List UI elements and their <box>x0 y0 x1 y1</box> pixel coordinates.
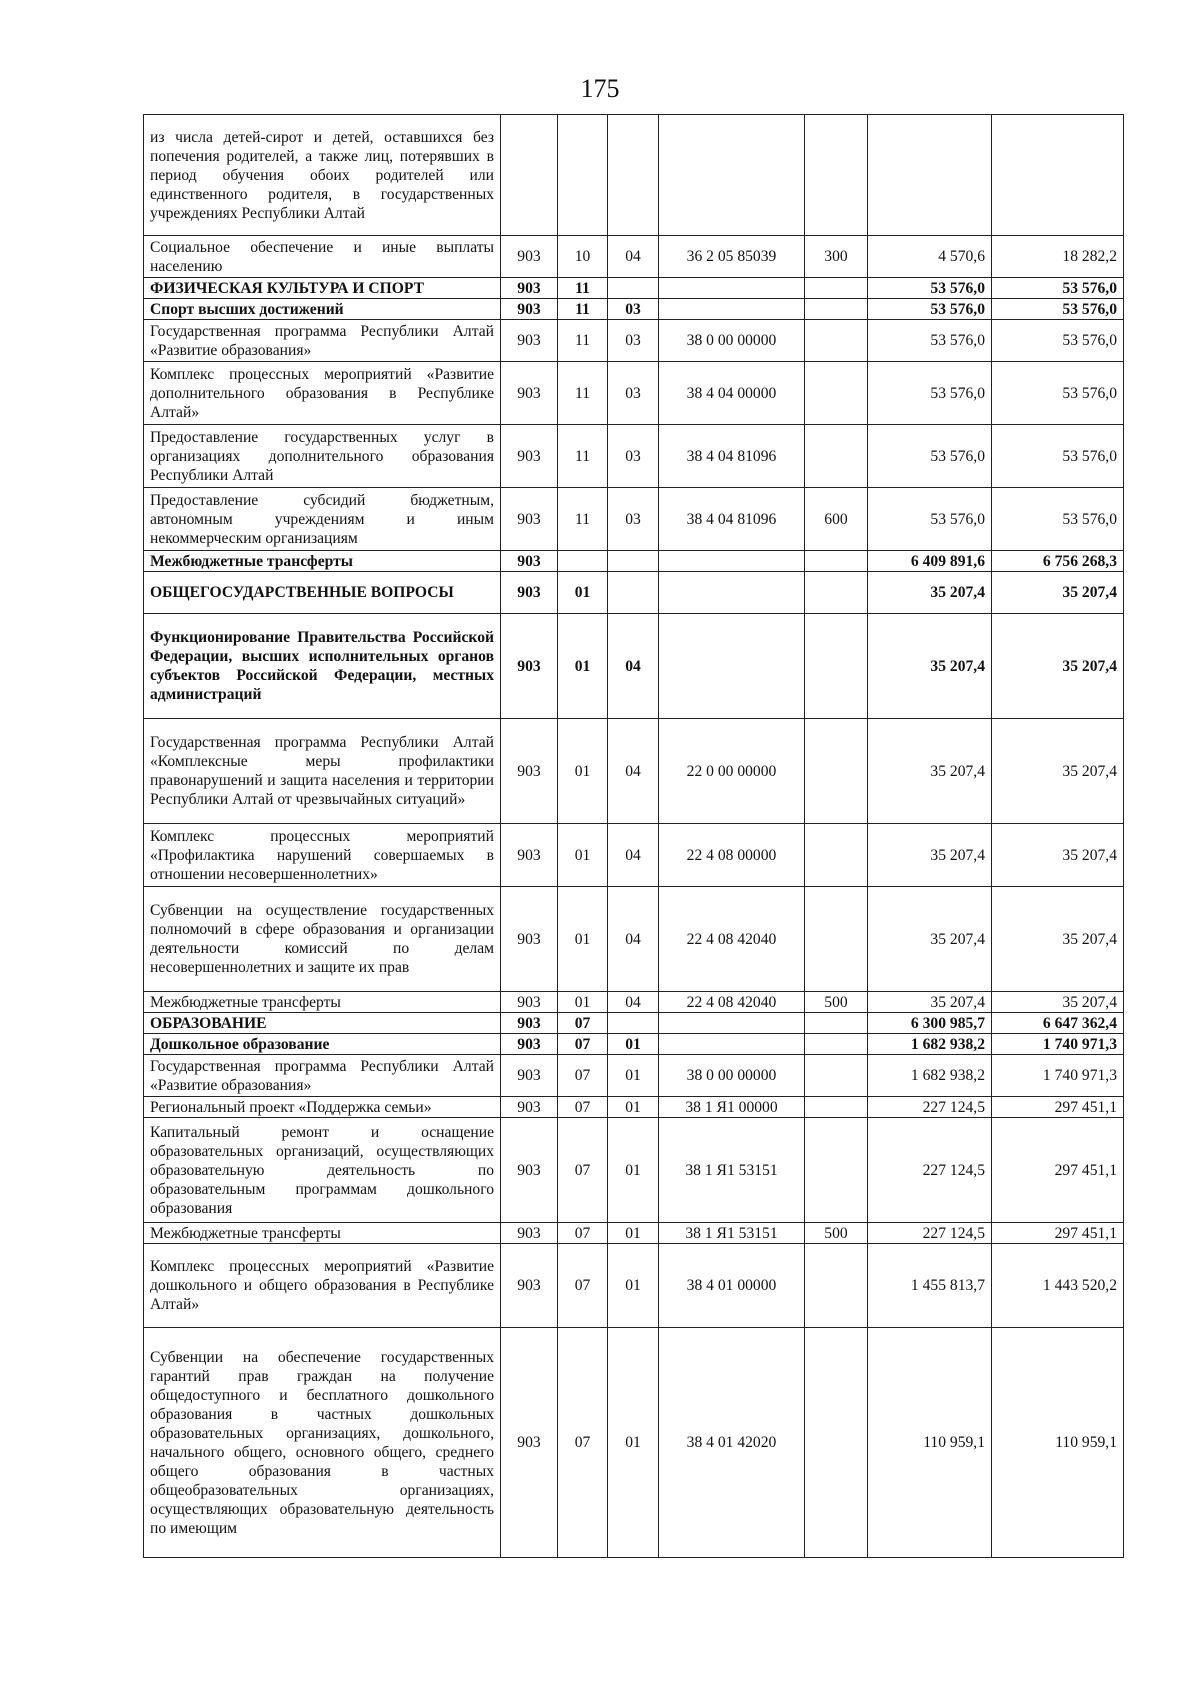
expense-type-code: 500 <box>805 992 868 1013</box>
target-article-code: 38 1 Я1 53151 <box>659 1223 805 1244</box>
amount-year-1: 53 576,0 <box>868 425 992 488</box>
expense-type-code <box>805 115 868 236</box>
subsection-code: 04 <box>608 614 659 719</box>
table-row <box>144 362 1124 425</box>
row-name: из числа детей-сирот и детей, оставшихся без попечения родителей, а также лиц, потерявших в период обучения обоих родителей или единственного родителя, в государственных учреждениях Республики Алтай <box>144 115 501 236</box>
section-code <box>558 551 608 572</box>
row-name: Государственная программа Республики Алтай «Развитие образования» <box>144 1055 501 1097</box>
target-article-code: 22 4 08 00000 <box>659 824 805 887</box>
target-article-code <box>659 1013 805 1034</box>
section-code: 01 <box>558 719 608 824</box>
expense-type-code <box>805 1244 868 1328</box>
section-code: 07 <box>558 1013 608 1034</box>
section-code: 01 <box>558 824 608 887</box>
amount-year-2: 6 756 268,3 <box>992 551 1124 572</box>
expense-type-code: 600 <box>805 488 868 551</box>
target-article-code: 36 2 05 85039 <box>659 236 805 278</box>
grbs-code <box>501 115 558 236</box>
table-row <box>144 992 1124 1013</box>
row-name: Спорт высших достижений <box>144 299 501 320</box>
subsection-code: 03 <box>608 488 659 551</box>
section-code: 07 <box>558 1328 608 1558</box>
target-article-code: 38 4 04 81096 <box>659 425 805 488</box>
amount-year-1: 35 207,4 <box>868 614 992 719</box>
target-article-code <box>659 572 805 614</box>
target-article-code <box>659 1034 805 1055</box>
row-name: Комплекс процессных мероприятий «Профилактика нарушений совершаемых в отношении несовершеннолетних» <box>144 824 501 887</box>
subsection-code: 01 <box>608 1034 659 1055</box>
row-name: ОБЩЕГОСУДАРСТВЕННЫЕ ВОПРОСЫ <box>144 572 501 614</box>
amount-year-1: 4 570,6 <box>868 236 992 278</box>
target-article-code <box>659 614 805 719</box>
section-code: 07 <box>558 1055 608 1097</box>
amount-year-1: 35 207,4 <box>868 887 992 992</box>
amount-year-2: 53 576,0 <box>992 425 1124 488</box>
amount-year-2: 6 647 362,4 <box>992 1013 1124 1034</box>
row-name: Комплекс процессных мероприятий «Развитие дополнительного образования в Республике Алтай» <box>144 362 501 425</box>
section-code: 07 <box>558 1118 608 1223</box>
amount-year-1: 227 124,5 <box>868 1118 992 1223</box>
amount-year-2: 53 576,0 <box>992 320 1124 362</box>
amount-year-2: 35 207,4 <box>992 614 1124 719</box>
expense-type-code <box>805 1328 868 1558</box>
subsection-code: 04 <box>608 824 659 887</box>
table-row <box>144 572 1124 614</box>
expense-type-code <box>805 362 868 425</box>
amount-year-1: 35 207,4 <box>868 824 992 887</box>
table-row <box>144 1097 1124 1118</box>
table-row <box>144 1013 1124 1034</box>
grbs-code: 903 <box>501 824 558 887</box>
row-name: Функционирование Правительства Российской Федерации, высших исполнительных органов субъектов Российской Федерации, местных администраций <box>144 614 501 719</box>
row-name: Межбюджетные трансферты <box>144 992 501 1013</box>
amount-year-1: 227 124,5 <box>868 1097 992 1118</box>
amount-year-1: 6 300 985,7 <box>868 1013 992 1034</box>
grbs-code: 903 <box>501 1097 558 1118</box>
subsection-code: 01 <box>608 1244 659 1328</box>
grbs-code: 903 <box>501 1055 558 1097</box>
target-article-code: 22 4 08 42040 <box>659 887 805 992</box>
subsection-code <box>608 572 659 614</box>
section-code: 11 <box>558 278 608 299</box>
grbs-code: 903 <box>501 1118 558 1223</box>
amount-year-1: 1 682 938,2 <box>868 1034 992 1055</box>
subsection-code: 01 <box>608 1118 659 1223</box>
amount-year-2: 53 576,0 <box>992 488 1124 551</box>
target-article-code: 22 4 08 42040 <box>659 992 805 1013</box>
subsection-code <box>608 551 659 572</box>
table-row <box>144 1328 1124 1558</box>
section-code: 07 <box>558 1223 608 1244</box>
table-row <box>144 614 1124 719</box>
grbs-code: 903 <box>501 1244 558 1328</box>
subsection-code <box>608 278 659 299</box>
amount-year-2: 53 576,0 <box>992 278 1124 299</box>
amount-year-2: 53 576,0 <box>992 362 1124 425</box>
grbs-code: 903 <box>501 362 558 425</box>
table-row <box>144 299 1124 320</box>
subsection-code: 04 <box>608 887 659 992</box>
row-name: Межбюджетные трансферты <box>144 551 501 572</box>
section-code: 11 <box>558 425 608 488</box>
section-code: 10 <box>558 236 608 278</box>
amount-year-2: 35 207,4 <box>992 992 1124 1013</box>
section-code: 01 <box>558 887 608 992</box>
amount-year-2: 53 576,0 <box>992 299 1124 320</box>
expense-type-code <box>805 572 868 614</box>
subsection-code: 03 <box>608 299 659 320</box>
section-code: 01 <box>558 614 608 719</box>
table-row <box>144 1244 1124 1328</box>
grbs-code: 903 <box>501 992 558 1013</box>
amount-year-1: 53 576,0 <box>868 299 992 320</box>
expense-type-code: 300 <box>805 236 868 278</box>
amount-year-1: 53 576,0 <box>868 320 992 362</box>
expense-type-code <box>805 824 868 887</box>
grbs-code: 903 <box>501 236 558 278</box>
section-code: 01 <box>558 572 608 614</box>
grbs-code: 903 <box>501 1013 558 1034</box>
grbs-code: 903 <box>501 299 558 320</box>
grbs-code: 903 <box>501 572 558 614</box>
target-article-code <box>659 115 805 236</box>
subsection-code <box>608 115 659 236</box>
subsection-code: 03 <box>608 320 659 362</box>
amount-year-2: 1 443 520,2 <box>992 1244 1124 1328</box>
table-row <box>144 425 1124 488</box>
subsection-code: 01 <box>608 1223 659 1244</box>
row-name: Дошкольное образование <box>144 1034 501 1055</box>
grbs-code: 903 <box>501 488 558 551</box>
target-article-code: 22 0 00 00000 <box>659 719 805 824</box>
amount-year-2 <box>992 115 1124 236</box>
amount-year-2: 35 207,4 <box>992 719 1124 824</box>
amount-year-2: 297 451,1 <box>992 1118 1124 1223</box>
amount-year-2: 18 282,2 <box>992 236 1124 278</box>
table-row <box>144 236 1124 278</box>
subsection-code: 01 <box>608 1055 659 1097</box>
section-code: 07 <box>558 1034 608 1055</box>
budget-table <box>143 114 1124 1558</box>
target-article-code <box>659 278 805 299</box>
row-name: Субвенции на обеспечение государственных гарантий прав граждан на получение общедоступного и бесплатного дошкольного образования в частных дошкольных образовательных организациях, дошкольного, начального общего, основного общего, среднего общего образования в частных общеобразовательных организациях, осуществляющих образовательную деятельность по имеющим <box>144 1328 501 1558</box>
subsection-code: 04 <box>608 719 659 824</box>
table-row <box>144 1118 1124 1223</box>
subsection-code: 04 <box>608 236 659 278</box>
row-name: ФИЗИЧЕСКАЯ КУЛЬТУРА И СПОРТ <box>144 278 501 299</box>
expense-type-code <box>805 299 868 320</box>
table-row <box>144 887 1124 992</box>
amount-year-1: 35 207,4 <box>868 992 992 1013</box>
expense-type-code <box>805 1097 868 1118</box>
section-code: 11 <box>558 488 608 551</box>
amount-year-2: 35 207,4 <box>992 572 1124 614</box>
grbs-code: 903 <box>501 1328 558 1558</box>
expense-type-code <box>805 1055 868 1097</box>
table-row <box>144 488 1124 551</box>
subsection-code: 03 <box>608 425 659 488</box>
section-code: 11 <box>558 362 608 425</box>
grbs-code: 903 <box>501 1223 558 1244</box>
amount-year-2: 35 207,4 <box>992 887 1124 992</box>
row-name: Субвенции на осуществление государственных полномочий в сфере образования и организации деятельности комиссий по делам несовершеннолетних и защите их прав <box>144 887 501 992</box>
target-article-code: 38 4 04 81096 <box>659 488 805 551</box>
expense-type-code <box>805 425 868 488</box>
amount-year-2: 297 451,1 <box>992 1223 1124 1244</box>
grbs-code: 903 <box>501 887 558 992</box>
amount-year-1: 53 576,0 <box>868 488 992 551</box>
section-code: 01 <box>558 992 608 1013</box>
table-row <box>144 719 1124 824</box>
row-name: Социальное обеспечение и иные выплаты населению <box>144 236 501 278</box>
amount-year-1 <box>868 115 992 236</box>
table-row <box>144 320 1124 362</box>
amount-year-2: 297 451,1 <box>992 1097 1124 1118</box>
expense-type-code: 500 <box>805 1223 868 1244</box>
table-row <box>144 551 1124 572</box>
amount-year-2: 1 740 971,3 <box>992 1034 1124 1055</box>
amount-year-1: 35 207,4 <box>868 719 992 824</box>
expense-type-code <box>805 887 868 992</box>
expense-type-code <box>805 278 868 299</box>
table-row <box>144 1223 1124 1244</box>
page-number: 175 <box>580 74 620 103</box>
subsection-code: 01 <box>608 1097 659 1118</box>
target-article-code <box>659 299 805 320</box>
table-row <box>144 278 1124 299</box>
table-row <box>144 1055 1124 1097</box>
row-name: Региональный проект «Поддержка семьи» <box>144 1097 501 1118</box>
section-code <box>558 115 608 236</box>
expense-type-code <box>805 614 868 719</box>
row-name: Комплекс процессных мероприятий «Развитие дошкольного и общего образования в Республике Алтай» <box>144 1244 501 1328</box>
amount-year-1: 110 959,1 <box>868 1328 992 1558</box>
expense-type-code <box>805 1118 868 1223</box>
expense-type-code <box>805 320 868 362</box>
section-code: 11 <box>558 299 608 320</box>
subsection-code: 04 <box>608 992 659 1013</box>
subsection-code <box>608 1013 659 1034</box>
subsection-code: 03 <box>608 362 659 425</box>
amount-year-2: 110 959,1 <box>992 1328 1124 1558</box>
row-name: Предоставление государственных услуг в организациях дополнительного образования Республики Алтай <box>144 425 501 488</box>
section-code: 07 <box>558 1097 608 1118</box>
expense-type-code <box>805 719 868 824</box>
amount-year-1: 35 207,4 <box>868 572 992 614</box>
grbs-code: 903 <box>501 719 558 824</box>
section-code: 11 <box>558 320 608 362</box>
row-name: ОБРАЗОВАНИЕ <box>144 1013 501 1034</box>
amount-year-1: 227 124,5 <box>868 1223 992 1244</box>
target-article-code <box>659 551 805 572</box>
target-article-code: 38 1 Я1 00000 <box>659 1097 805 1118</box>
row-name: Межбюджетные трансферты <box>144 1223 501 1244</box>
amount-year-2: 1 740 971,3 <box>992 1055 1124 1097</box>
expense-type-code <box>805 551 868 572</box>
row-name: Государственная программа Республики Алтай «Комплексные меры профилактики правонарушений и защита населения и территории Республики Алтай от чрезвычайных ситуаций» <box>144 719 501 824</box>
target-article-code: 38 0 00 00000 <box>659 320 805 362</box>
amount-year-1: 6 409 891,6 <box>868 551 992 572</box>
amount-year-1: 53 576,0 <box>868 362 992 425</box>
row-name: Капитальный ремонт и оснащение образовательных организаций, осуществляющих образовательную деятельность по образовательным программам дошкольного образования <box>144 1118 501 1223</box>
grbs-code: 903 <box>501 551 558 572</box>
amount-year-1: 1 455 813,7 <box>868 1244 992 1328</box>
section-code: 07 <box>558 1244 608 1328</box>
amount-year-1: 1 682 938,2 <box>868 1055 992 1097</box>
target-article-code: 38 4 04 00000 <box>659 362 805 425</box>
grbs-code: 903 <box>501 320 558 362</box>
target-article-code: 38 4 01 42020 <box>659 1328 805 1558</box>
expense-type-code <box>805 1013 868 1034</box>
expense-type-code <box>805 1034 868 1055</box>
row-name: Государственная программа Республики Алтай «Развитие образования» <box>144 320 501 362</box>
amount-year-1: 53 576,0 <box>868 278 992 299</box>
grbs-code: 903 <box>501 278 558 299</box>
grbs-code: 903 <box>501 425 558 488</box>
target-article-code: 38 1 Я1 53151 <box>659 1118 805 1223</box>
amount-year-2: 35 207,4 <box>992 824 1124 887</box>
table-row <box>144 824 1124 887</box>
grbs-code: 903 <box>501 614 558 719</box>
row-name: Предоставление субсидий бюджетным, автономным учреждениям и иным некоммерческим организациям <box>144 488 501 551</box>
grbs-code: 903 <box>501 1034 558 1055</box>
table-row <box>144 115 1124 236</box>
subsection-code: 01 <box>608 1328 659 1558</box>
target-article-code: 38 0 00 00000 <box>659 1055 805 1097</box>
table-row <box>144 1034 1124 1055</box>
target-article-code: 38 4 01 00000 <box>659 1244 805 1328</box>
